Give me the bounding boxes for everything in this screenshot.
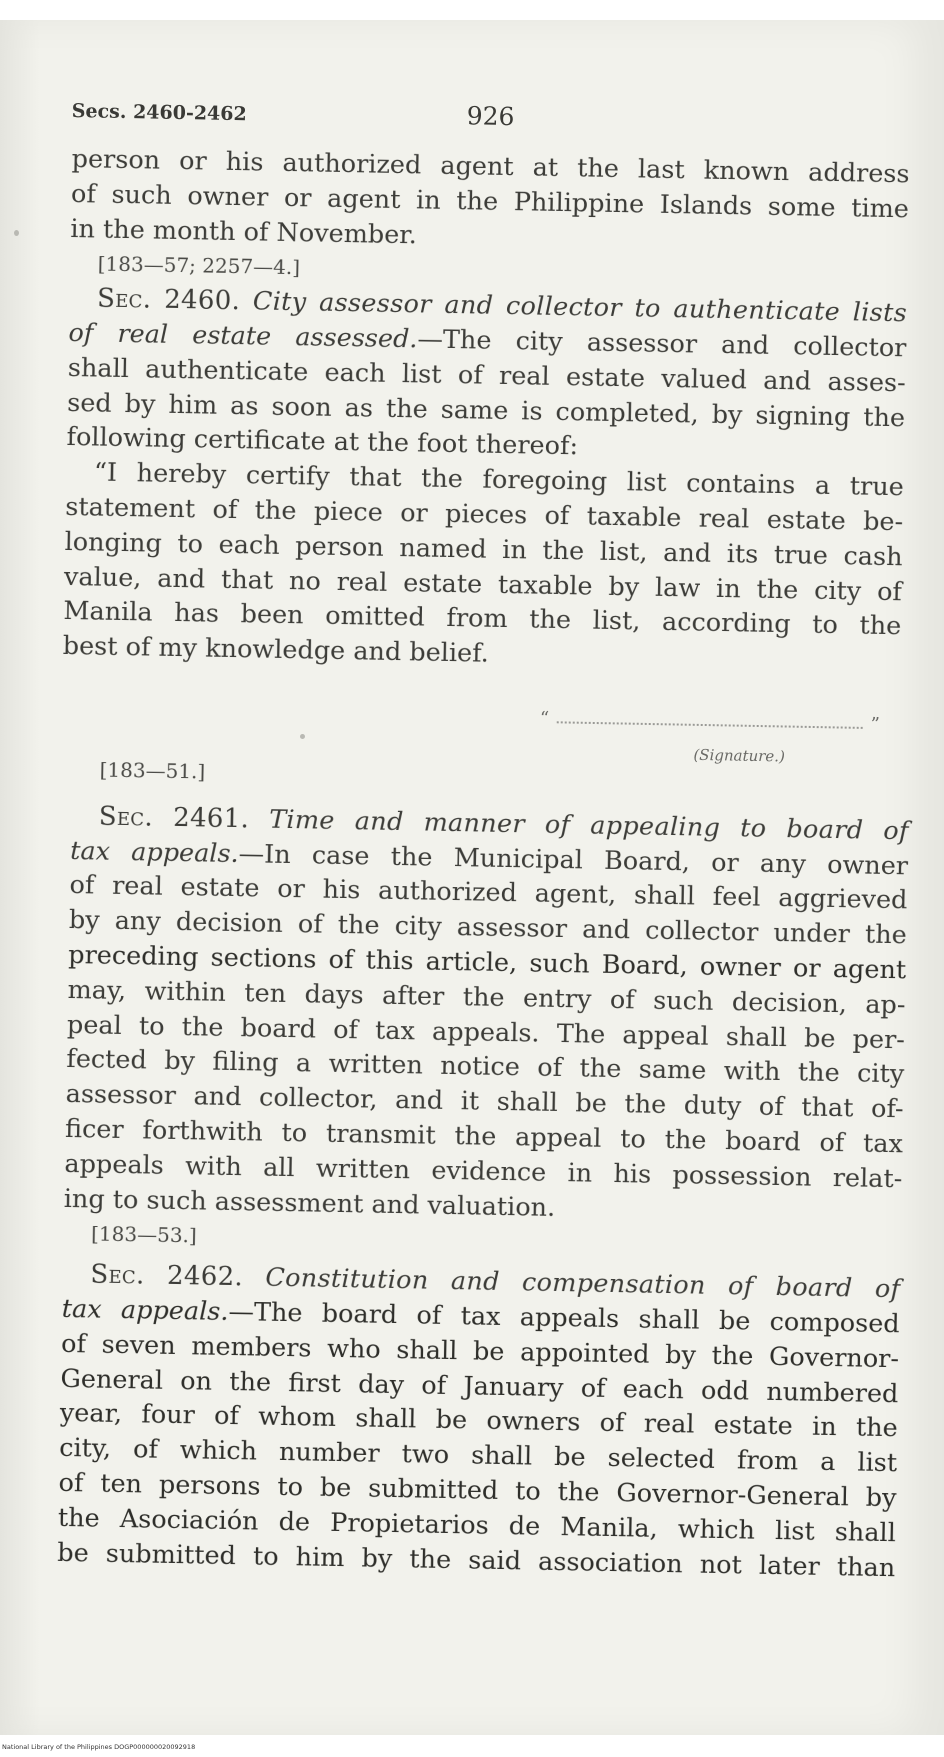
section-label: Sec. 2462.	[90, 1259, 244, 1293]
text-line: may, within ten days after the entry of such decision, ap-	[67, 974, 906, 1021]
text-line: peal to the board of tax appeals. The appeal shall be per-	[66, 1009, 906, 1055]
text-line: shall authenticate each list of real estate valued and asses-	[67, 352, 906, 399]
text-line: appeals with all written evidence in his possession relat-	[64, 1148, 903, 1195]
quote-line: longing to each person named in the list, and its true cash	[64, 526, 903, 573]
open-quote: “	[539, 708, 550, 730]
text-span: —In case the Municipal Board, or any owner	[238, 838, 909, 881]
text-span: —The board of tax appeals shall be composed	[228, 1296, 900, 1340]
library-footer: National Library of the Philippines DOGP000000020092918	[2, 1743, 196, 1751]
text-line: in the month of November.	[70, 213, 418, 250]
section-title: Time and manner of appealing to board of	[268, 804, 909, 847]
scan-speck	[14, 230, 19, 236]
section-title-cont: tax appeals.	[69, 835, 239, 869]
section-title: Constitution and compensation of board of	[265, 1262, 901, 1305]
signature-dots	[557, 720, 863, 729]
section-label: Sec. 2460.	[96, 283, 241, 317]
text-line: sed by him as soon as the same is completed, by signing the	[66, 387, 906, 433]
section-title: City assessor and collector to authenticate lists	[252, 286, 908, 329]
text-line: preceding sections of this article, such Board, owner or agent	[68, 939, 907, 986]
quote-line: “I hereby certify that the foregoing list contains a true	[93, 457, 905, 503]
text-line: by any decision of the city assessor and collector under the	[68, 905, 908, 951]
section-title-cont: of real estate assessed.	[68, 317, 418, 355]
citation-ref: [183—53.]	[90, 1221, 197, 1248]
citation-ref: [183—57; 2257—4.]	[97, 251, 301, 280]
scan-speck	[300, 734, 305, 739]
text-line: be submitted to him by the said association not later than	[57, 1537, 896, 1583]
text-line: ficer forthwith to transmit the appeal to the board of tax	[64, 1113, 904, 1160]
text-line: of such owner or agent in the Philippine Islands some time	[70, 178, 910, 225]
text-line: of real estate or his authorized agent, shall feel aggrieved	[69, 870, 908, 916]
citation-ref: [183—51.]	[99, 757, 206, 784]
close-quote: ”	[870, 714, 880, 736]
page-edge-shadow	[0, 20, 40, 1735]
text-line: ing to such assessment and valuation.	[63, 1183, 556, 1223]
text-line: of ten persons to be submitted to the Governor-General by	[58, 1467, 897, 1514]
text-line: person or his authorized agent at the last known address	[71, 143, 910, 190]
text-span: —The city assessor and collector	[417, 324, 907, 364]
text-line: assessor and collector, and it shall be the duty of that of-	[65, 1079, 904, 1125]
text-line: following certificate at the foot thereof:	[66, 422, 579, 462]
quote-line: Manila has been omitted from the list, according to the	[63, 596, 902, 642]
page-body	[62, 142, 909, 679]
page-number: 926	[466, 101, 515, 132]
text-line: of seven members who shall be appointed by the Governor-	[60, 1328, 900, 1375]
section-title-cont: tax appeals.	[61, 1293, 229, 1327]
quote-line: value, and that no real estate taxable by law in the city of	[63, 561, 903, 607]
text-line: year, four of whom shall be owners of real estate in the	[59, 1398, 899, 1444]
text-line: General on the first day of January of each odd numbered	[60, 1363, 899, 1409]
signature-block	[539, 708, 880, 767]
text-line: the Asociación de Propietarios de Manila, which list shall	[57, 1502, 897, 1548]
signature-caption: (Signature.)	[693, 745, 786, 766]
text-line: fected by filing a written notice of the same with the city	[66, 1044, 905, 1090]
quote-line: best of my knowledge and belief.	[62, 631, 490, 669]
page-body-continued	[57, 752, 910, 1586]
section-label: Sec. 2461.	[98, 801, 250, 835]
text-line: city, of which number two shall be selected from a list	[58, 1433, 898, 1479]
section-range: Secs. 2460-2462	[71, 99, 247, 126]
quote-line: statement of the piece or pieces of taxable real estate be-	[65, 491, 904, 538]
